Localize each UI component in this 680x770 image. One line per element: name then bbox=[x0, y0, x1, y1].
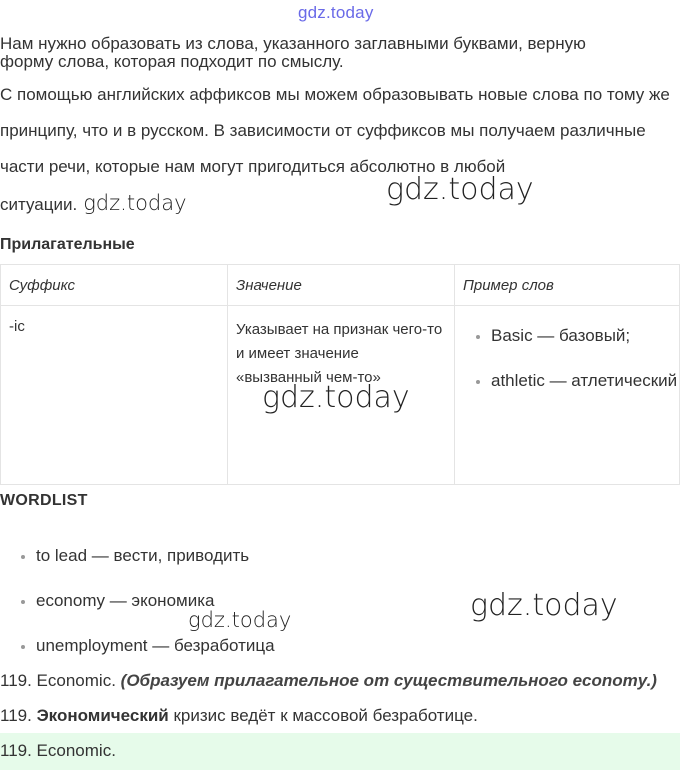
intro-paragraph-text: С помощью английских аффиксов мы можем образовывать новые слова по тому же принципу, что и в русском. В зависимости от суффиксов мы получаем различные части речи, которые нам могут пригодиться абсолютно в любой ситуации. bbox=[0, 85, 670, 214]
answer-2-prefix: 119. bbox=[0, 706, 32, 725]
column-header-meaning: Значение bbox=[228, 265, 455, 306]
top-watermark: gdz.today bbox=[298, 3, 374, 22]
answer-1-text: 119. Economic. bbox=[0, 671, 116, 690]
cell-examples bbox=[455, 306, 680, 485]
answer-2-bold: Экономический bbox=[36, 706, 169, 725]
adjectives-heading: Прилагательные bbox=[0, 236, 135, 253]
suffix-table bbox=[0, 264, 680, 485]
cell-meaning: Указывает на признак чего-то и имеет значение «вызванный чем-то» bbox=[228, 306, 455, 485]
answer-1-note: (Образуем прилагательное от существительного economy.) bbox=[120, 671, 657, 690]
wordlist-heading: WORDLIST bbox=[0, 492, 88, 509]
list-item: • to lead — вести, приводить bbox=[36, 540, 275, 585]
list-item: • athletic — атлетический bbox=[491, 363, 679, 399]
intro-line-cut: форму слова, которая подходит по смыслу. bbox=[0, 52, 344, 71]
inline-watermark: gdz.today bbox=[83, 191, 187, 215]
list-item: • economy — экономика bbox=[36, 585, 275, 630]
answer-line-1 bbox=[0, 671, 657, 691]
column-header-examples: Пример слов bbox=[455, 265, 680, 306]
column-header-suffix: Суффикс bbox=[1, 265, 228, 306]
final-answer: 119. Economic. bbox=[0, 741, 116, 760]
examples-list bbox=[455, 318, 679, 399]
answer-2-rest: кризис ведёт к массовой безработице. bbox=[173, 706, 478, 725]
list-item: • unemployment — безработица bbox=[36, 630, 275, 675]
intro-paragraph bbox=[0, 77, 680, 223]
watermark: gdz.today bbox=[262, 380, 410, 415]
table-header-row bbox=[1, 265, 680, 306]
watermark: gdz.today bbox=[470, 588, 618, 623]
answer-line-2 bbox=[0, 706, 478, 726]
cell-suffix: -ic bbox=[1, 306, 228, 485]
intro-line: Нам нужно образовать из слова, указанного заглавными буквами, верную bbox=[0, 34, 586, 53]
watermark: gdz.today bbox=[188, 608, 292, 632]
watermark: gdz.today bbox=[386, 172, 534, 207]
list-item: • Basic — базовый; bbox=[491, 318, 679, 354]
